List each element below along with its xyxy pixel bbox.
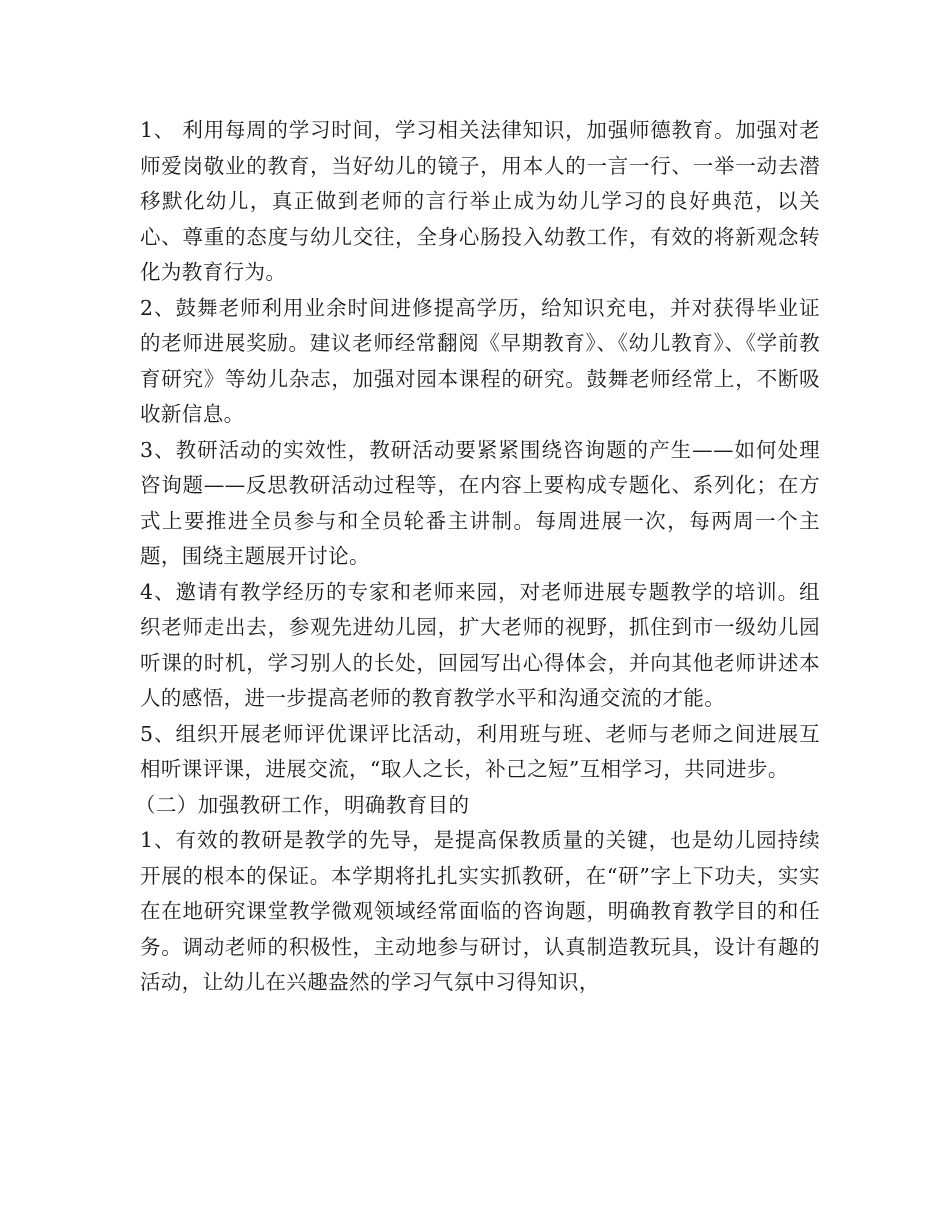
paragraph-1: 1、 利用每周的学习时间，学习相关法律知识，加强师德教育。加强对老师爱岗敬业的教育，当好幼儿的镜子，用本人的一言一行、一举一动去潜移默化幼儿，真正做到老师的言行举止成为幼儿学习的良好典范，以关心、尊重的态度与幼儿交往，全身心肠投入幼教工作，有效的将新观念转化为教育行为。: [140, 118, 820, 284]
section-paragraph-1: 1、有效的教研是教学的先导，是提高保教质量的关键，也是幼儿园持续开展的根本的保证。本学期将扎扎实实抓教研，在“研”字上下功夫，实实在在地研究课堂教学微观领域经常面临的咨询题，明确教育教学目的和任务。调动老师的积极性，主动地参与研讨，认真制造教玩具，设计有趣的活动，让幼儿在兴趣盎然的学习气氛中习得知识，: [140, 828, 820, 994]
paragraph-2: 2、鼓舞老师利用业余时间进修提高学历，给知识充电，并对获得毕业证的老师进展奖励。建议老师经常翻阅《早期教育》、《幼儿教育》、《学前教育研究》等幼儿杂志，加强对园本课程的研究。鼓舞老师经常上，不断吸收新信息。: [140, 295, 820, 426]
paragraph-5: 5、组织开展老师评优课评比活动，利用班与班、老师与老师之间进展互相听课评课，进展交流，“取人之长，补己之短”互相学习，共同进步。: [140, 721, 820, 781]
section-heading: （二）加强教研工作，明确教育目的: [135, 792, 470, 817]
paragraph-3: 3、教研活动的实效性，教研活动要紧紧围绕咨询题的产生——如何处理咨询题——反思教研活动过程等，在内容上要构成专题化、系列化；在方式上要推进全员参与和全员轮番主讲制。每周进展一次，每两周一个主题，围绕主题展开讨论。: [140, 437, 820, 568]
paragraph-4: 4、邀请有教学经历的专家和老师来园，对老师进展专题教学的培训。组织老师走出去，参观先进幼儿园，扩大老师的视野，抓住到市一级幼儿园听课的时机，学习别人的长处，回园写出心得体会，并向其他老师讲述本人的感悟，进一步提高老师的教育教学水平和沟通交流的才能。: [140, 579, 820, 710]
document-body: [135, 113, 820, 1001]
